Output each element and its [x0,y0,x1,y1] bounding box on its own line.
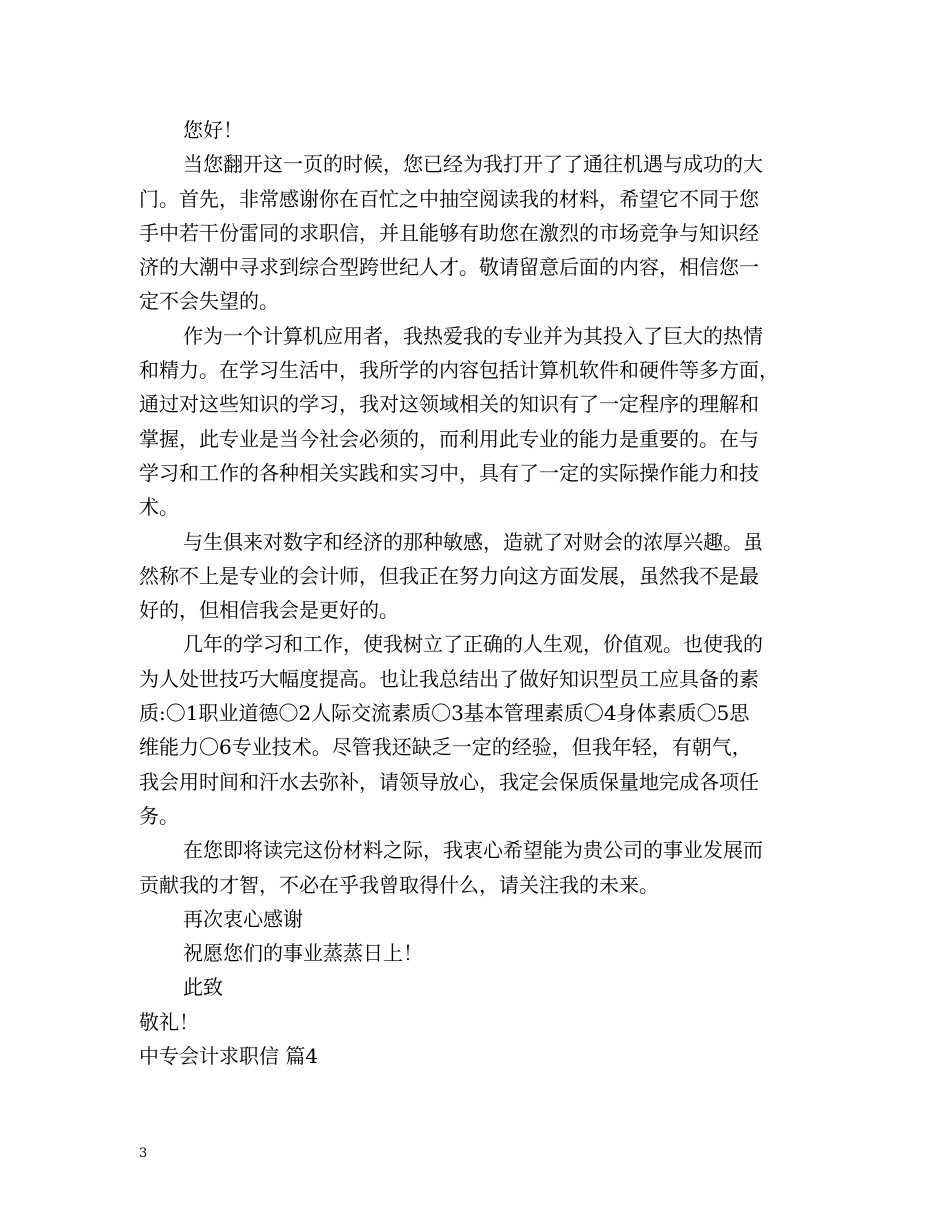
text-line: 术。 [139,495,179,520]
text-line: 和精力。在学习生活中，我所学的内容包括计算机软件和硬件等多方面， [139,358,779,383]
text-line: 在您即将读完这份材料之际，我衷心希望能为贵公司的事业发展而 [183,838,763,863]
closing-line: 此致 [183,975,223,1000]
text-line: 好的，但相信我会是更好的。 [139,598,399,623]
closing-line: 再次衷心感谢 [183,906,303,931]
closing-line: 敬礼！ [139,1009,199,1034]
letter-greeting: 您好！ [183,118,243,142]
text-line: 通过对这些知识的学习，我对这领域相关的知识有了一定程序的理解和 [139,392,759,417]
text-line: 与生俱来对数字和经济的那种敏感，造就了对财会的浓厚兴趣。虽 [183,529,763,554]
text-line: 当您翻开这一页的时候，您已经为我打开了了通往机遇与成功的大 [183,152,763,177]
text-line: 济的大潮中寻求到综合型跨世纪人才。敬请留意后面的内容，相信您一 [139,255,759,280]
text-line: 然称不上是专业的会计师，但我正在努力向这方面发展，虽然我不是最 [139,563,759,588]
text-line: 务。 [139,803,179,828]
text-line: 门。首先，非常感谢你在百忙之中抽空阅读我的材料，希望它不同于您 [139,186,759,211]
letter-body [139,113,819,1073]
page-number: 3 [139,1146,148,1161]
text-line: 维能力〇6专业技术。尽管我还缺乏一定的经验，但我年轻，有朝气， [139,735,752,760]
text-line: 几年的学习和工作，使我树立了正确的人生观，价值观。也使我的 [183,632,763,657]
text-line: 学习和工作的各种相关实践和实习中，具有了一定的实际操作能力和技 [139,460,759,485]
text-line: 我会用时间和汗水去弥补，请领导放心，我定会保质保量地完成各项任 [139,769,759,794]
text-line: 贡献我的才智，不必在乎我曾取得什么，请关注我的未来。 [139,872,659,897]
text-line: 作为一个计算机应用者，我热爱我的专业并为其投入了巨大的热情 [183,323,763,348]
section-heading: 中专会计求职信 篇4 [139,1044,319,1069]
text-line: 掌握，此专业是当今社会必须的，而利用此专业的能力是重要的。在与 [139,426,759,451]
text-line: 手中若干份雷同的求职信，并且能够有助您在激烈的市场竞争与知识经 [139,220,759,245]
text-line: 质:〇1职业道德〇2人际交流素质〇3基本管理素质〇4身体素质〇5思 [139,701,750,726]
text-line: 定不会失望的。 [139,289,279,314]
text-line: 为人处世技巧大幅度提高。也让我总结出了做好知识型员工应具备的素 [139,666,759,691]
closing-line: 祝愿您们的事业蒸蒸日上！ [183,941,423,966]
